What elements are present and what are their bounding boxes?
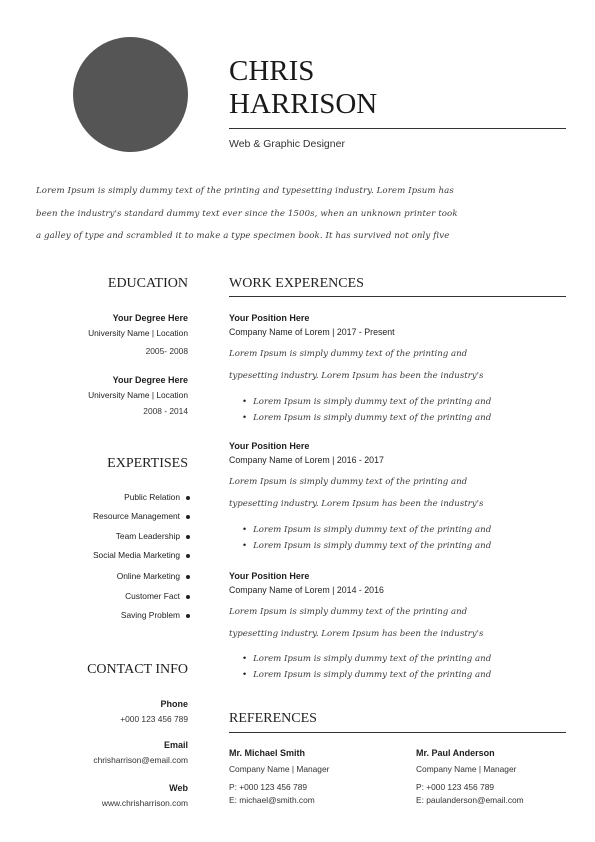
job-description: Lorem Ipsum is simply dummy text of the printing and typesetting industry. Lorem Ipsum has been the industry's xyxy=(229,607,484,639)
job-company: Company Name of Lorem | 2016 - 2017 xyxy=(229,455,384,465)
expertise-item: Team Leadership xyxy=(116,531,190,541)
intro-line: a galley of type and scrambled it to make a type specimen book. It has survived not only five xyxy=(36,231,450,241)
work-heading: WORK EXPERENCES xyxy=(229,276,364,291)
job-company: Company Name of Lorem | 2014 - 2016 xyxy=(229,585,384,595)
reference-name: Mr. Paul Anderson xyxy=(416,748,495,758)
job-company: Company Name of Lorem | 2017 - Present xyxy=(229,327,395,337)
intro-line: been the industry's standard dummy text ever since the 1500s, when an unknown printer took xyxy=(36,208,458,219)
job-bullets xyxy=(242,652,491,683)
job-bullets xyxy=(242,523,491,554)
name-divider xyxy=(229,128,566,129)
job-position: Your Position Here xyxy=(229,571,310,581)
education-heading: EDUCATION xyxy=(107,276,188,291)
expertise-item: Saving Problem xyxy=(121,610,190,620)
list-item: • Lorem Ipsum is simply dummy text of the printing and xyxy=(242,539,491,555)
reference-card xyxy=(229,748,329,805)
email-label: Email xyxy=(163,740,188,750)
list-item: • Lorem Ipsum is simply dummy text of the printing and xyxy=(242,668,491,684)
reference-phone: P: +000 123 456 789 xyxy=(416,782,495,792)
phone-label: Phone xyxy=(160,699,188,709)
web-label: Web xyxy=(169,783,188,793)
email-value: chrisharrison@email.com xyxy=(93,755,188,765)
phone-value: +000 123 456 789 xyxy=(120,714,188,724)
reference-phone: P: +000 123 456 789 xyxy=(229,782,308,792)
bullet-dot-icon xyxy=(186,575,190,579)
bullet-dot-icon xyxy=(186,515,190,519)
reference-card xyxy=(416,748,524,805)
expertise-item: Social Media Marketing xyxy=(93,550,190,560)
expertise-item: Customer Fact xyxy=(125,591,190,601)
list-item: • Lorem Ipsum is simply dummy text of the printing and xyxy=(242,652,491,668)
first-name: CHRIS xyxy=(229,55,315,87)
intro-line: Lorem Ipsum is simply dummy text of the printing and typesetting industry. Lorem Ipsum has xyxy=(36,186,454,196)
web-value: www.chrisharrison.com xyxy=(101,798,188,808)
list-item: • Lorem Ipsum is simply dummy text of the printing and xyxy=(242,395,491,411)
bullet-dot-icon xyxy=(186,554,190,558)
reference-name: Mr. Michael Smith xyxy=(229,748,306,758)
job-title: Web & Graphic Designer xyxy=(229,138,345,150)
list-item: • Lorem Ipsum is simply dummy text of the printing and xyxy=(242,411,491,427)
bullet-dot-icon xyxy=(186,595,190,599)
bullet-dot-icon xyxy=(186,614,190,618)
references-divider xyxy=(229,732,566,733)
reference-email: E: michael@smith.com xyxy=(229,795,315,805)
references-heading: REFERENCES xyxy=(229,711,317,726)
expertise-item: Online Marketing xyxy=(117,571,190,581)
job-bullets xyxy=(242,395,491,426)
education-place: University Name | Location xyxy=(88,328,188,338)
job-description: Lorem Ipsum is simply dummy text of the printing and typesetting industry. Lorem Ipsum has been the industry's xyxy=(229,349,484,381)
job-position: Your Position Here xyxy=(229,441,310,451)
bullet-dot-icon xyxy=(186,496,190,500)
job-position: Your Position Here xyxy=(229,313,310,323)
list-item: • Lorem Ipsum is simply dummy text of the printing and xyxy=(242,523,491,539)
work-divider xyxy=(229,296,566,297)
candidate-name xyxy=(229,55,377,121)
education-years: 2008 - 2014 xyxy=(143,406,188,416)
reference-email: E: paulanderson@email.com xyxy=(416,795,524,805)
contact-heading: CONTACT INFO xyxy=(87,662,188,677)
last-name: HARRISON xyxy=(229,88,378,120)
reference-role: Company Name | Manager xyxy=(229,764,330,774)
reference-role: Company Name | Manager xyxy=(416,764,517,774)
expertise-item: Resource Management xyxy=(93,511,190,521)
expertise-item: Public Relation xyxy=(124,492,190,502)
education-place: University Name | Location xyxy=(88,390,188,400)
job-description: Lorem Ipsum is simply dummy text of the printing and typesetting industry. Lorem Ipsum has been the industry's xyxy=(229,477,484,509)
profile-photo xyxy=(73,37,188,152)
expertises-heading: EXPERTISES xyxy=(107,456,188,471)
education-degree: Your Degree Here xyxy=(112,313,188,323)
education-degree: Your Degree Here xyxy=(112,375,188,385)
education-years: 2005- 2008 xyxy=(145,346,188,356)
bullet-dot-icon xyxy=(186,535,190,539)
intro-paragraph xyxy=(36,180,558,248)
